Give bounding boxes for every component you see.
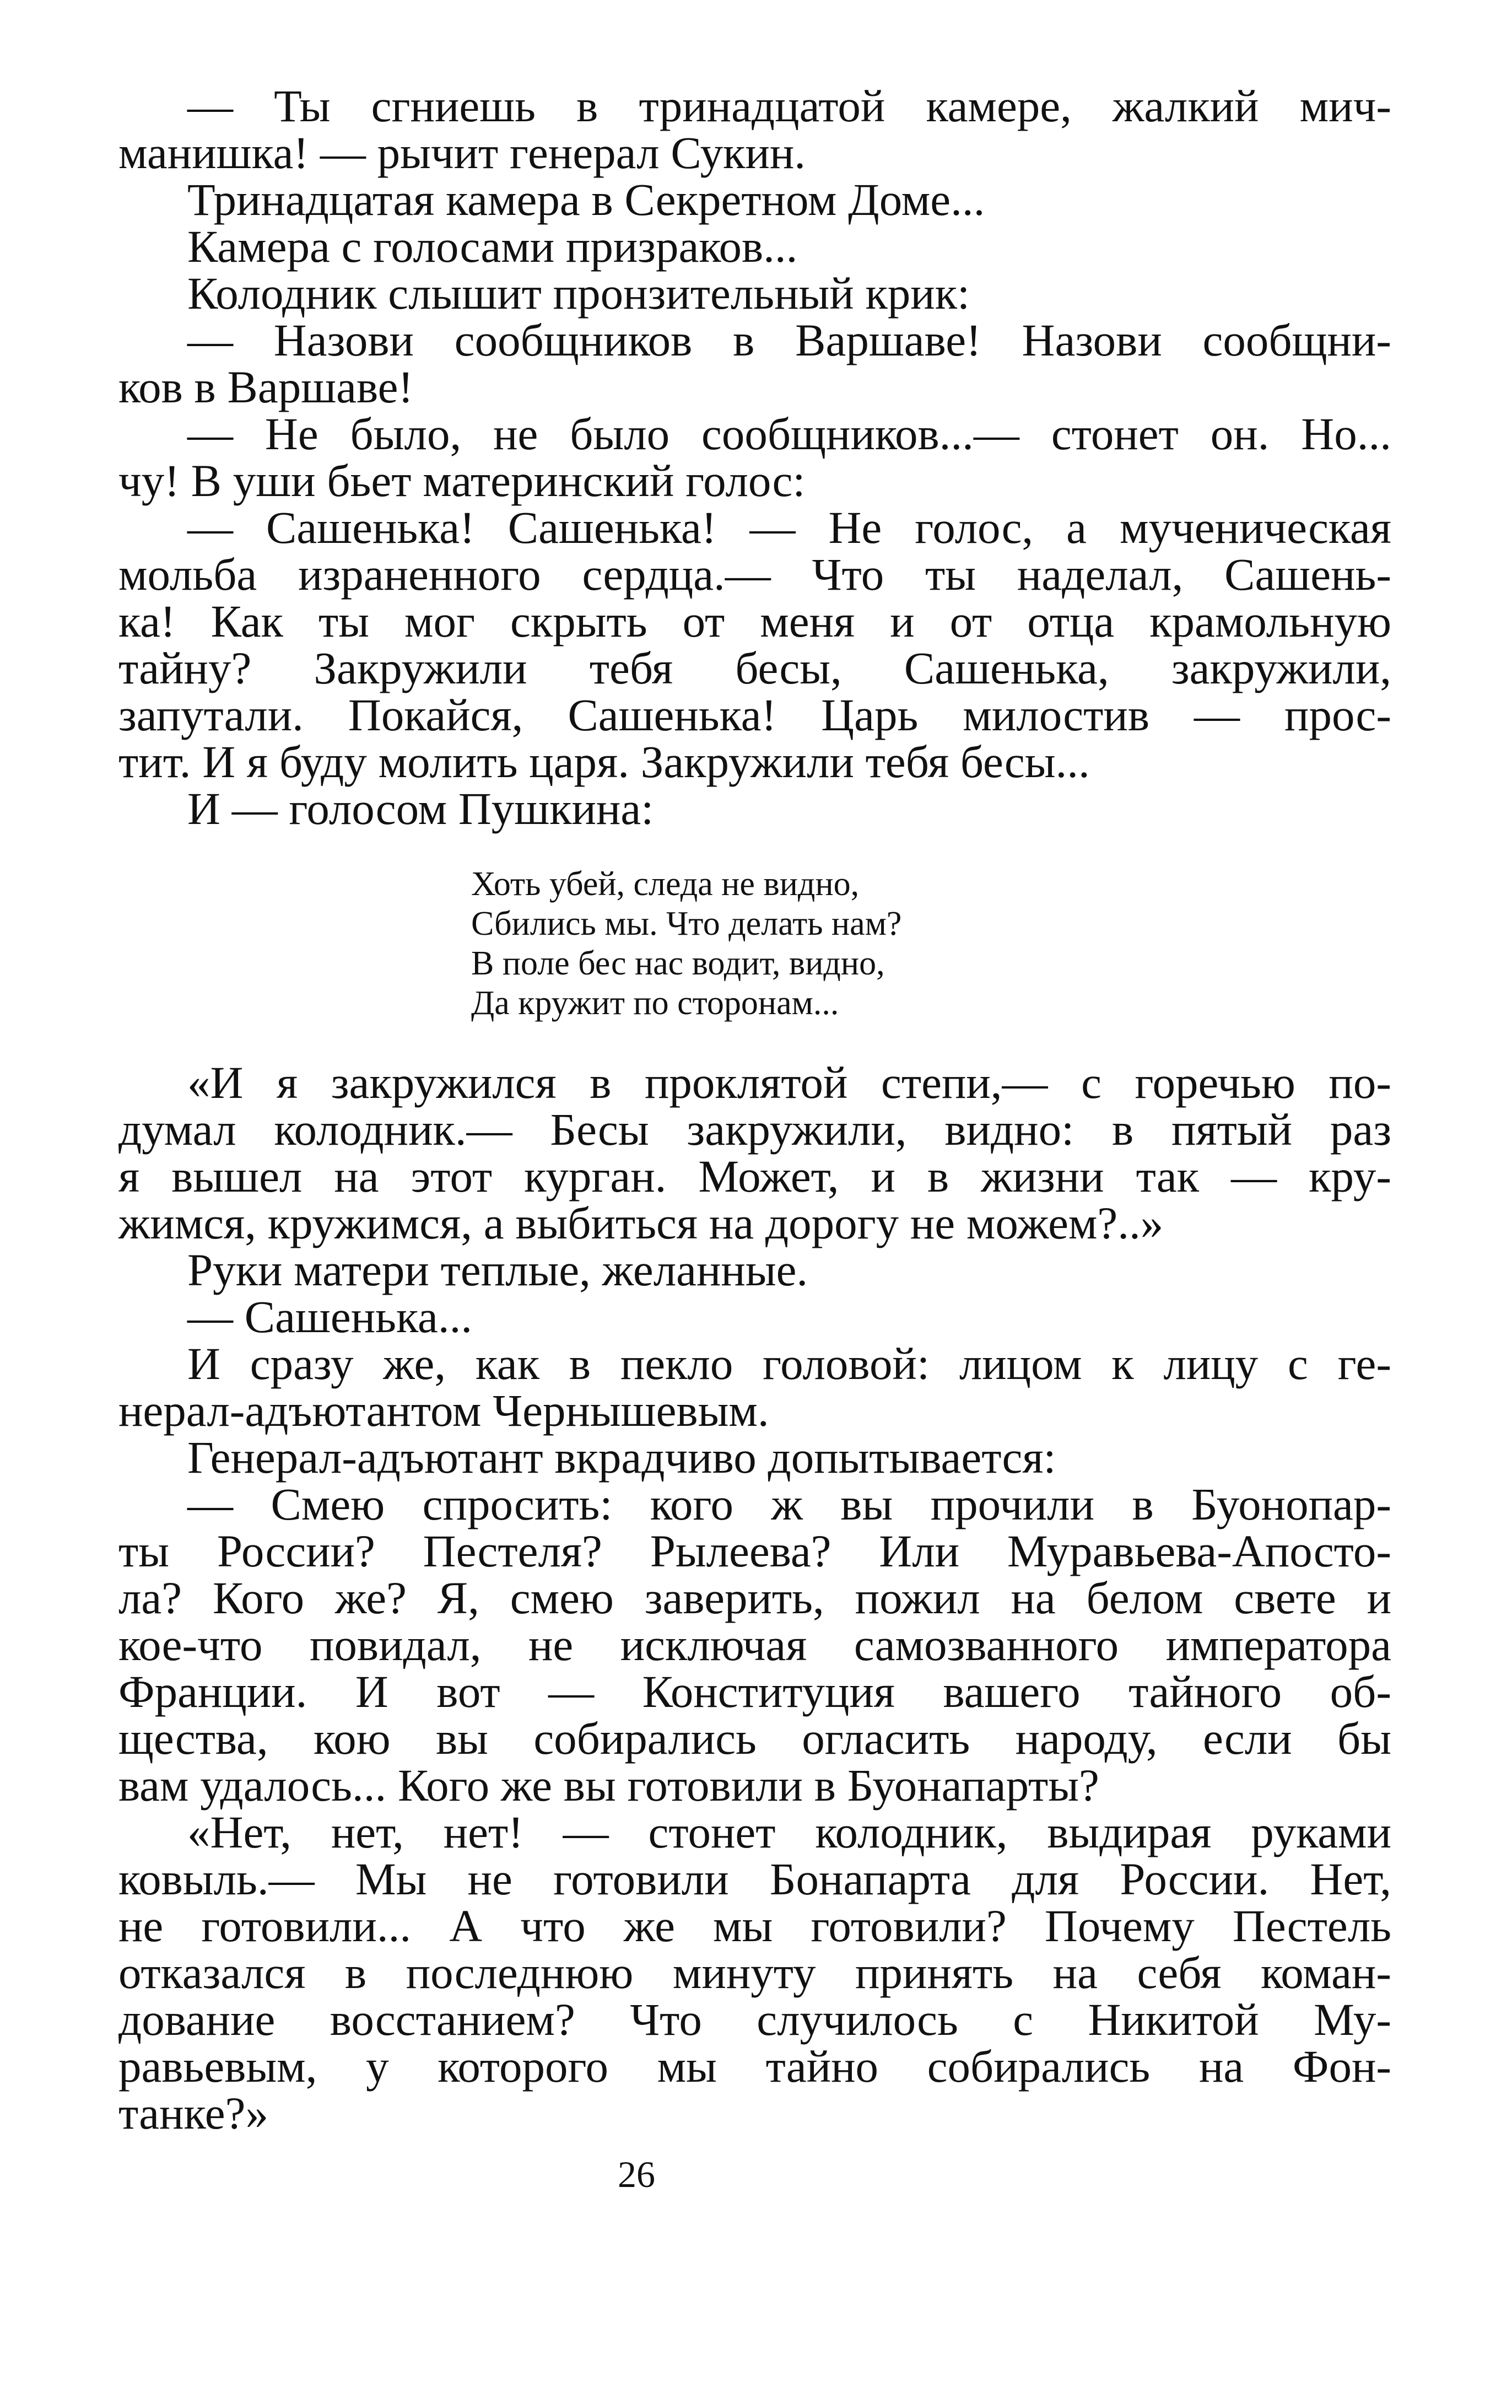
text-line: я вышел на этот курган. Может, и в жизни так — кру-	[118, 1151, 1391, 1202]
text-line: И — голосом Пушкина:	[187, 783, 654, 834]
paragraph	[118, 176, 1391, 223]
text-line: — Смею спросить: кого ж вы прочили в Буонопар-	[187, 1479, 1391, 1529]
text-line: ка! Как ты мог скрыть от меня и от отца крамольную	[118, 596, 1391, 647]
book-page	[118, 80, 1391, 2342]
pushkin-verse	[471, 864, 1391, 1023]
text-line: И сразу же, как в пекло головой: лицом к лицу с ге-	[187, 1338, 1391, 1389]
text-line: мольба израненного сердца.— Что ты наделал, Сашень-	[118, 549, 1391, 600]
paragraph	[118, 270, 1391, 317]
text-line: тит. И я буду молить царя. Закружили тебя бесы...	[118, 736, 1090, 787]
text-line: отказался в последнюю минуту принять на себя коман-	[118, 1947, 1391, 1998]
text-line: тайну? Закружили тебя бесы, Сашенька, закружили,	[118, 643, 1391, 693]
paragraph	[118, 317, 1391, 411]
text-block-after-verse	[118, 1059, 1391, 2137]
paragraph	[118, 504, 1391, 785]
page-number: 26	[618, 2153, 655, 2195]
text-line: — Сашенька...	[187, 1291, 473, 1342]
text-line: — Назови сообщников в Варшаве! Назови сообщни-	[187, 315, 1391, 365]
text-line: Руки матери теплые, желанные.	[187, 1245, 808, 1295]
text-line: Тринадцатая камера в Секретном Доме...	[187, 174, 985, 225]
paragraph	[118, 1481, 1391, 1809]
text-line: ла? Кого же? Я, смею заверить, пожил на белом свете и	[118, 1572, 1391, 1623]
text-line: думал колодник.— Бесы закружили, видно: в пятый раз	[118, 1104, 1391, 1155]
text-line: Франции. И вот — Конституция вашего тайного об-	[118, 1666, 1391, 1717]
paragraph	[118, 1247, 1391, 1294]
text-line: танке?»	[118, 2088, 268, 2138]
verse-line: Да кружит по сторонам...	[471, 984, 839, 1022]
text-line: вам удалось... Кого же вы готовили в Буонапарты?	[118, 1760, 1099, 1811]
paragraph	[118, 80, 1391, 178]
text-line: — Не было, не было сообщников...— стонет он. Но...	[187, 408, 1391, 459]
verse-line: Сбились мы. Что делать нам?	[471, 905, 902, 942]
paragraph	[118, 1059, 1391, 1247]
paragraph	[118, 408, 1391, 506]
text-block-before-verse	[118, 80, 1391, 834]
paragraph	[118, 1809, 1391, 2137]
text-line: равьевым, у которого мы тайно собирались на Фон-	[118, 2041, 1391, 2092]
text-line: запутали. Покайся, Сашенька! Царь милостив — прос-	[118, 689, 1391, 740]
text-line: ковыль.— Мы не готовили Бонапарта для России. Нет,	[118, 1854, 1391, 1904]
text-line: щества, кою вы собирались огласить народу, если бы	[118, 1713, 1391, 1764]
text-line: «И я закружился в проклятой степи,— с горечью по-	[187, 1057, 1391, 1108]
verse-line: Хоть убей, следа не видно,	[471, 865, 860, 903]
text-line: чу! В уши бьет материнский голос:	[118, 455, 806, 506]
paragraph	[118, 223, 1391, 270]
text-line: кое-что повидал, не исключая самозванного императора	[118, 1619, 1391, 1670]
text-line: Камера с голосами призраков...	[187, 221, 798, 272]
text-line: дование восстанием? Что случилось с Никитой Му-	[118, 1994, 1391, 2045]
text-line: манишка! — рычит генерал Сукин.	[118, 127, 806, 178]
text-line: нерал-адъютантом Чернышевым.	[118, 1385, 769, 1436]
text-line: — Ты сгниешь в тринадцатой камере, жалкий мич-	[187, 80, 1391, 131]
verse-line: В поле бес нас водит, видно,	[471, 945, 885, 982]
text-line: Колодник слышит пронзительный крик:	[187, 268, 970, 319]
text-line: «Нет, нет, нет! — стонет колодник, выдирая руками	[187, 1807, 1391, 1857]
text-line: Генерал-адъютант вкрадчиво допытывается:	[187, 1432, 1056, 1483]
text-line: жимся, кружимся, а выбиться на дорогу не можем?..»	[118, 1198, 1164, 1248]
paragraph	[118, 1340, 1391, 1434]
paragraph	[118, 1291, 1391, 1342]
paragraph	[118, 1434, 1391, 1481]
text-line: не готовили... А что же мы готовили? Почему Пестель	[118, 1900, 1391, 1951]
text-line: — Сашенька! Сашенька! — Не голос, а мученическая	[187, 502, 1391, 553]
paragraph	[118, 785, 1391, 832]
text-line: ков в Варшаве!	[118, 362, 414, 412]
text-line: ты России? Пестеля? Рылеева? Или Муравьева-Апосто-	[118, 1526, 1391, 1576]
